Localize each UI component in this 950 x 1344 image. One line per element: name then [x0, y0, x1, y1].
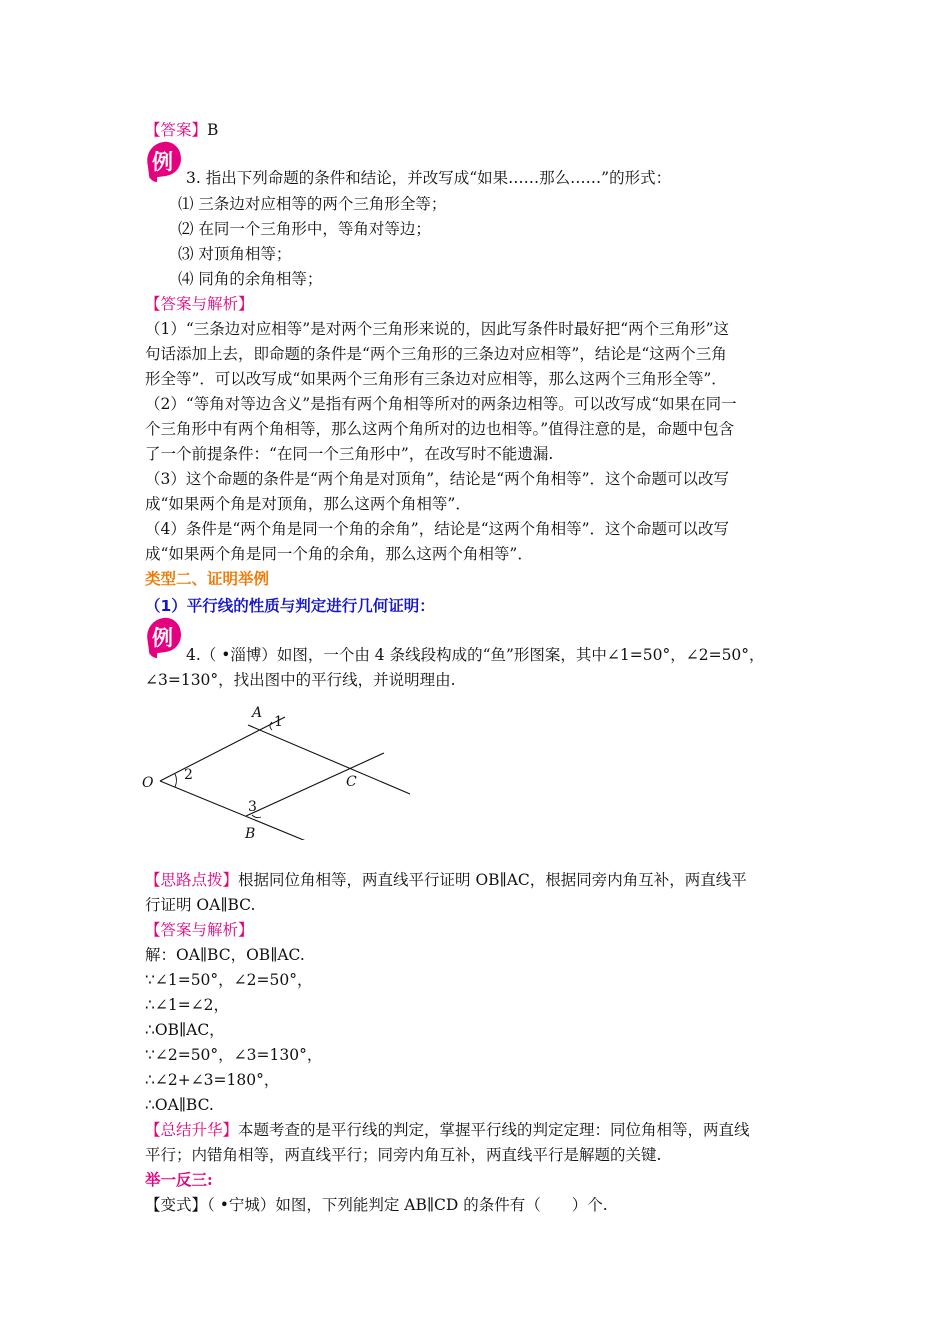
q3-item: ⑶ 对顶角相等； — [178, 245, 292, 263]
q3-analysis-line: 形全等”．可以改写成“如果两个三角形有三条边对应相等，那么这两个三角形全等”． — [145, 370, 727, 388]
practice-variant — [145, 1195, 608, 1215]
q4-solution-line: 解：OA∥BC，OB∥AC. — [145, 946, 305, 964]
label-angle3: 3 — [248, 799, 257, 815]
fish-figure — [138, 700, 428, 840]
line-OA — [160, 717, 285, 781]
q3-analysis-line: 成“如果两个角是同一个角的余角，那么这两个角相等”． — [145, 545, 533, 563]
variant-text: （ •宁城）如图，下列能判定 AB∥CD 的条件有（ ）个. — [207, 1196, 608, 1214]
q3-item: ⑵ 在同一个三角形中，等角对等边； — [178, 220, 431, 238]
angle3-arc — [252, 815, 261, 818]
line-AC — [248, 725, 410, 794]
answer-value: B — [207, 121, 219, 139]
q4-hint-line2: 行证明 OA∥BC. — [145, 896, 256, 914]
q4-solution-line: ∴OA∥BC. — [145, 1096, 214, 1114]
q3-analysis-line: 个三角形中有两个角相等，那么这两个角所对的边也相等。”值得注意的是，命题中包含 — [145, 420, 735, 438]
label-O: O — [142, 775, 154, 791]
q4-solution-line: ∴∠2+∠3=180°， — [145, 1071, 280, 1089]
q4-stem-line1: 4.（ •淄博）如图，一个由 4 条线段构成的“鱼”形图案，其中∠1=50°，∠2=50°， — [186, 646, 765, 664]
q3-analysis-line: 句话添加上去，即命题的条件是“两个三角形的三条边对应相等”，结论是“这两个三角 — [145, 345, 727, 363]
section-title: 类型二、证明举例 — [145, 570, 270, 588]
summary-label: 【总结升华】 — [145, 1121, 239, 1139]
q3-stem: 3. 指出下列命题的条件和结论，并改写成“如果……那么……”的形式： — [186, 169, 672, 187]
practice-title: 举一反三: — [145, 1170, 213, 1189]
q3-analysis-line: 了一个前提条件：“在同一个三角形中”，在改写时不能遗漏. — [145, 445, 554, 463]
answer-line — [145, 120, 218, 140]
q3-analysis-line: （4）条件是“两个角是同一个角的余角”，结论是“这两个角相等”．这个命题可以改写 — [145, 520, 730, 538]
q4-analysis-label: 【答案与解析】 — [145, 921, 254, 939]
variant-label: 【变式】 — [145, 1196, 208, 1214]
label-B: B — [245, 826, 256, 840]
hint-text: 根据同位角相等，两直线平行证明 OB∥AC，根据同旁内角互补，两直线平 — [238, 871, 747, 889]
q4-stem-line2: ∠3=130°，找出图中的平行线，并说明理由. — [145, 671, 456, 689]
q4-solution-line: ∵∠2=50°，∠3=130°， — [145, 1046, 323, 1064]
q4-solution-line: ∵∠1=50°，∠2=50°， — [145, 971, 313, 989]
label-A: A — [252, 705, 263, 721]
q3-item: ⑷ 同角的余角相等； — [178, 270, 323, 288]
q3-analysis-line: （1）“三条边对应相等”是对两个三角形来说的，因此写条件时最好把“两个三角形”这 — [145, 320, 730, 338]
q4-summary-line1 — [145, 1120, 750, 1140]
q3-analysis-line: （2）“等角对等边含义”是指有两个角相等所对的两条边相等。可以改写成“如果在同一 — [145, 395, 737, 413]
q3-item: ⑴ 三条边对应相等的两个三角形全等； — [178, 195, 447, 213]
hint-label: 【思路点拨】 — [145, 871, 239, 889]
q3-analysis-line: 成“如果两个角是对顶角，那么这两个角相等”． — [145, 495, 471, 513]
section-subtitle: （1）平行线的性质与判定进行几何证明： — [145, 597, 435, 615]
summary-text: 本题考查的是平行线的判定，掌握平行线的判定定理：同位角相等，两直线 — [238, 1121, 750, 1139]
angle2-arc — [175, 774, 177, 787]
q3-analysis-label: 【答案与解析】 — [145, 295, 254, 313]
label-angle2: 2 — [184, 767, 193, 783]
q4-summary-line2: 平行；内错角相等，两直线平行；同旁内角互补，两直线平行是解题的关键. — [145, 1146, 662, 1164]
example-badge-icon: 例 — [147, 618, 183, 658]
q4-solution-line: ∴∠1=∠2， — [145, 996, 230, 1014]
line-OB — [160, 781, 323, 840]
q4-hint-line1 — [145, 870, 747, 890]
q4-solution-line: ∴OB∥AC， — [145, 1021, 225, 1039]
label-angle1: 1 — [274, 714, 283, 730]
q3-analysis-line: （3）这个命题的条件是“两个角是对顶角”，结论是“两个角相等”．这个命题可以改写 — [145, 470, 730, 488]
answer-label: 【答案】 — [145, 121, 208, 139]
example-badge-icon: 例 — [147, 142, 183, 182]
label-C: C — [346, 774, 357, 790]
line-BC — [246, 753, 384, 816]
